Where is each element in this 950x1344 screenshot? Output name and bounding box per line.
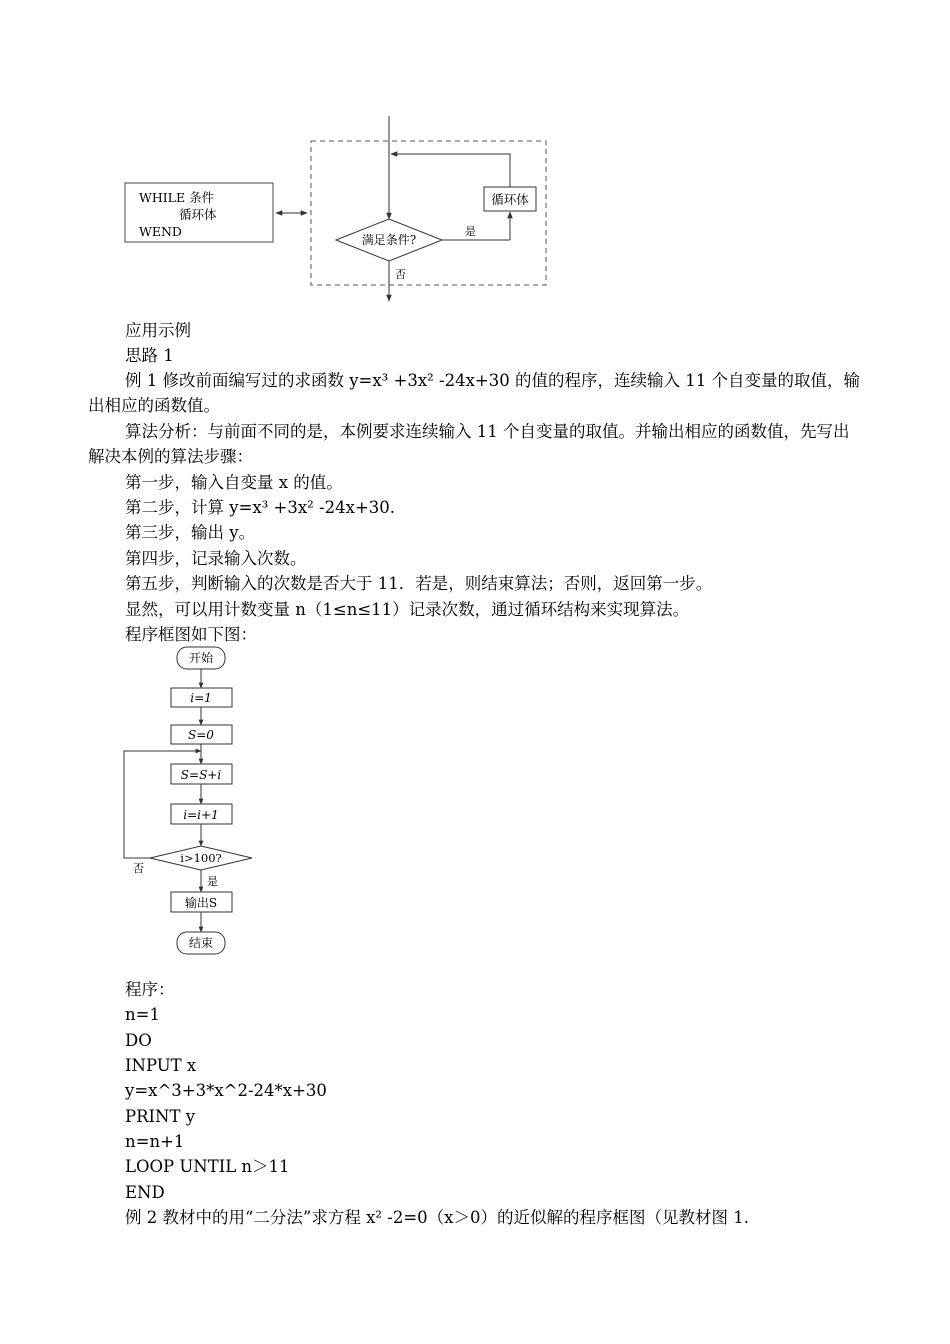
- analysis-paragraph: 算法分析：与前面不同的是，本例要求连续输入 11 个自变量的取值。并输出相应的函数值，先写出解决本例的算法步骤：: [88, 422, 850, 467]
- flow-start-label: 开始: [188, 651, 214, 665]
- no-label: 否: [395, 268, 406, 281]
- yes-label: 是: [465, 225, 476, 238]
- program-label: 程序：: [125, 980, 175, 999]
- program-line: INPUT x: [125, 1056, 197, 1075]
- program-line: n=1: [125, 1005, 160, 1024]
- flow-condition-label: i>100?: [180, 851, 222, 865]
- loop-body-label: 循环体: [491, 192, 529, 207]
- example1-paragraph: 例 1 修改前面编写过的求函数 y=x³ +3x² -24x+30 的值的程序，连续输入 11 个自变量的取值，输出相应的函数值。: [88, 371, 860, 416]
- step-1: 第一步，输入自变量 x 的值。: [125, 473, 343, 492]
- flowchart-intro: 程序框图如下图：: [125, 625, 257, 644]
- example2-line: 例 2 教材中的用“二分法”求方程 x² -2=0（x＞0）的近似解的程序框图（见教材图 1.: [125, 1208, 749, 1227]
- program-line: n=n+1: [125, 1132, 185, 1151]
- while-code-line2: 循环体: [179, 207, 217, 222]
- step-5: 第五步，判断输入的次数是否大于 11．若是，则结束算法；否则，返回第一步。: [125, 574, 713, 593]
- program-line: DO: [125, 1031, 152, 1050]
- condition-label: 满足条件?: [361, 233, 417, 247]
- while-code-line1: WHILE 条件: [139, 190, 215, 205]
- step-2: 第二步，计算 y=x³ +3x² -24x+30.: [125, 498, 395, 517]
- obviously-line: 显然，可以用计数变量 n（1≤n≤11）记录次数，通过循环结构来实现算法。: [125, 600, 690, 619]
- heading-application: 应用示例: [125, 321, 191, 340]
- flow-yes-label: 是: [207, 875, 218, 888]
- flow-accumulate-label: S=S+i: [180, 768, 222, 782]
- program-line: y=x^3+3*x^2-24*x+30: [125, 1081, 327, 1100]
- flow-end-label: 结束: [188, 936, 214, 950]
- while-code-line3: WEND: [139, 224, 182, 239]
- program-line: PRINT y: [125, 1107, 196, 1126]
- step-3: 第三步，输出 y。: [125, 523, 256, 542]
- heading-idea: 思路 1: [125, 346, 174, 365]
- flow-increment-label: i=i+1: [183, 808, 219, 822]
- program-line: END: [125, 1183, 165, 1202]
- flow-init-i-label: i=1: [190, 691, 212, 705]
- flow-output-label: 输出S: [184, 896, 218, 910]
- step-4: 第四步，记录输入次数。: [125, 549, 307, 568]
- flow-no-label: 否: [133, 862, 144, 875]
- program-line: LOOP UNTIL n＞11: [125, 1157, 290, 1176]
- flow-init-s-label: S=0: [188, 728, 214, 742]
